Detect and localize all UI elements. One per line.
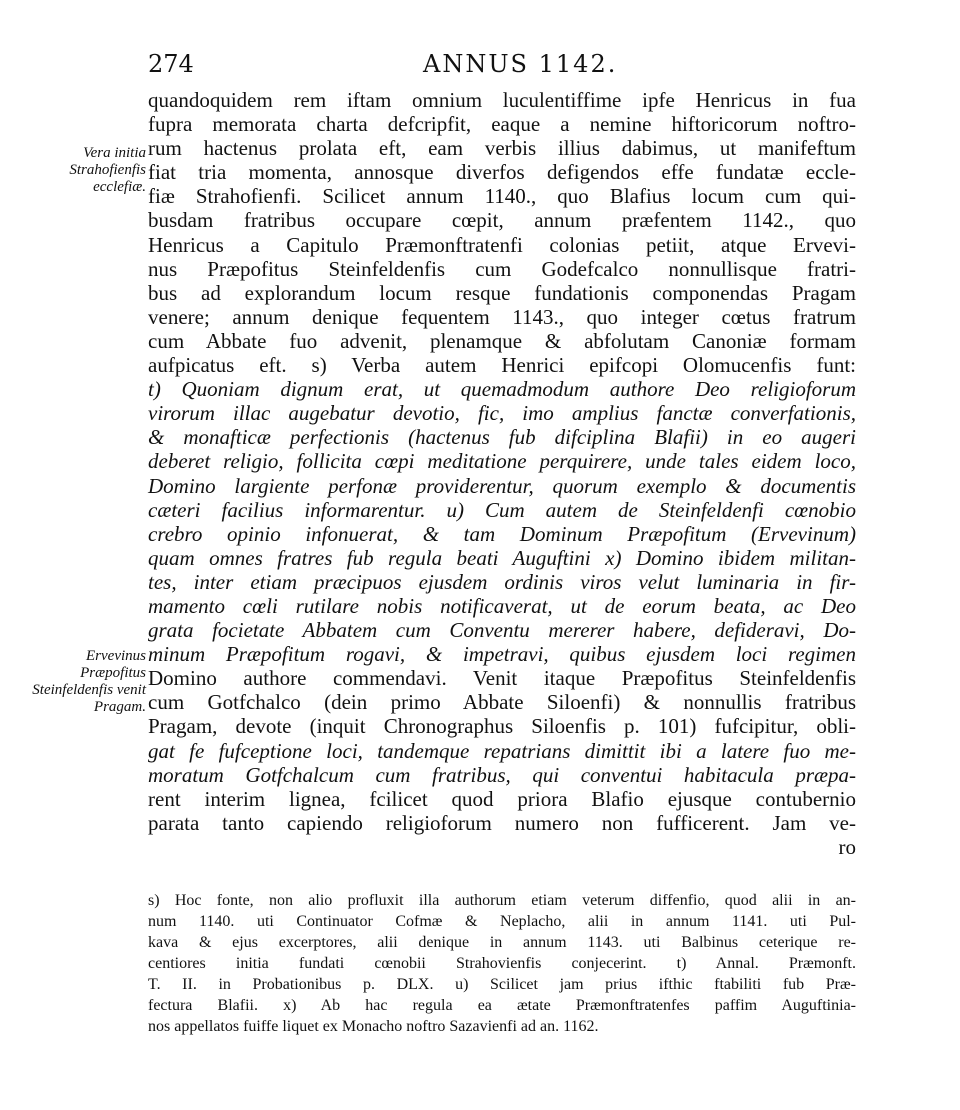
text-line: Domino largiente perfonæ providerentur, quorum exemplo & documentis	[148, 473, 856, 498]
footnote-line: centiores initia fundati cœnobii Strahovienfis conjecerint. t) Annal. Præmonft.	[148, 955, 856, 972]
text-line: busdam fratribus occupare cœpit, annum præfentem 1142., quo	[148, 208, 856, 233]
footnotes	[148, 890, 856, 1037]
text-line: tes, inter etiam præcipuos ejusdem ordinis viros velut luminaria in fir-	[148, 569, 856, 594]
text-line: bus ad explorandum locum resque fundationis componendas Pragam	[148, 280, 856, 305]
text-line: fupra memorata charta defcripfit, eaque a nemine hiftoricorum noftro-	[148, 112, 856, 137]
text-line: & monafticæ perfectionis (hactenus fub difciplina Blafii) in eo augeri	[148, 425, 856, 450]
text-line: mamento cœli rutilare nobis notificaverat, ut de eorum beata, ac Deo	[148, 593, 856, 618]
text-line: virorum illac augebatur devotio, fic, imo amplius fanctæ converfationis,	[148, 401, 856, 426]
footnote-line: nos appellatos fuiffe liquet ex Monacho noftro Sazavienfi ad an. 1162.	[148, 1018, 599, 1035]
text-line: cum Abbate fuo advenit, plenamque & abfolutam Canoniæ formam	[148, 328, 856, 353]
footnote-line: fectura Blafii. x) Ab hac regula ea ætate Præmonftratenfes paffim Auguftinia-	[148, 997, 856, 1014]
text-line: crebro opinio infonuerat, & tam Dominum Præpofitum (Ervevinum)	[148, 521, 856, 546]
text-line: Henricus a Capitulo Præmonftratenfi colonias petiit, atque Ervevi-	[148, 232, 856, 257]
text-line: rent interim lignea, fcilicet quod priora Blafio ejusque contubernio	[148, 786, 856, 811]
footnote-line: kava & ejus excerptores, alii denique in annum 1143. uti Balbinus ceterique re-	[148, 934, 856, 951]
text-line: grata focietate Abbatem cum Conventu mererer habere, defideravi, Do-	[148, 618, 856, 643]
footnote-line: num 1140. uti Continuator Cofmæ & Neplacho, alii in annum 1141. uti Pul-	[148, 913, 856, 930]
text-line: aufpicatus eft. s) Verba autem Henrici epifcopi Olomucenfis funt:	[148, 353, 856, 378]
footnote-line: T. II. in Probationibus p. DLX. u) Scilicet jam prius ifthic ftabiliti fub Præ-	[148, 976, 856, 993]
text-line: ro	[838, 834, 856, 859]
text-line: parata tanto capiendo religioforum numero non fufficerent. Jam ve-	[148, 810, 856, 835]
text-line: rum hactenus prolata eft, eam verbis illius dabimus, ut manifeftum	[148, 136, 856, 161]
text-line: fiæ Strahofienfi. Scilicet annum 1140., quo Blafius locum cum qui-	[148, 184, 856, 209]
text-line: venere; annum denique fequentem 1143., quo integer cœtus fratrum	[148, 304, 856, 329]
margin-note: Vera initia Strahofienfis ecclefiæ.	[69, 145, 146, 195]
text-line: gat fe fufceptione loci, tandemque repatrians dimittit ibi a latere fuo me-	[148, 738, 856, 763]
text-line: quam omnes fratres fub regula beati Auguftini x) Domino ibidem militan-	[148, 545, 856, 570]
text-line: minum Præpofitum rogavi, & impetravi, quibus ejusdem loci regimen	[148, 642, 856, 667]
footnote-line: s) Hoc fonte, non alio profluxit illa authorum etiam veterum diffenfio, quod alii in an-	[148, 892, 856, 909]
running-title: ANNUS 1142.	[423, 50, 618, 78]
text-line: cæteri facilius informarentur. u) Cum autem de Steinfeldenfi cœnobio	[148, 497, 856, 522]
text-line: t) Quoniam dignum erat, ut quemadmodum authore Deo religioforum	[148, 377, 856, 402]
margin-note: Ervevinus Præpofitus Steinfeldenfis venit Pragam.	[32, 648, 146, 715]
page-header	[148, 50, 848, 84]
text-line: cum Gotfchalco (dein primo Abbate Siloenfi) & nonnullis fratribus	[148, 690, 856, 715]
text-line: deberet religio, follicita cœpi meditatione perquirere, unde tales eidem loco,	[148, 449, 856, 474]
text-line: moratum Gotfchalcum cum fratribus, qui conventui habitacula præpa-	[148, 762, 856, 787]
text-line: Pragam, devote (inquit Chronographus Siloenfis p. 101) fufcipitur, obli-	[148, 714, 856, 739]
text-line: quandoquidem rem iftam omnium luculentiffime ipfe Henricus in fua	[148, 88, 856, 112]
page-number: 274	[148, 50, 194, 78]
text-line: Domino authore commendavi. Venit itaque Præpofitus Steinfeldenfis	[148, 666, 856, 691]
text-line: nus Præpofitus Steinfeldenfis cum Godefcalco nonnullisque fratri-	[148, 256, 856, 281]
main-text	[148, 88, 856, 859]
text-line: fiat tria momenta, annosque diverfos defigendos effe fundatæ eccle-	[148, 160, 856, 185]
